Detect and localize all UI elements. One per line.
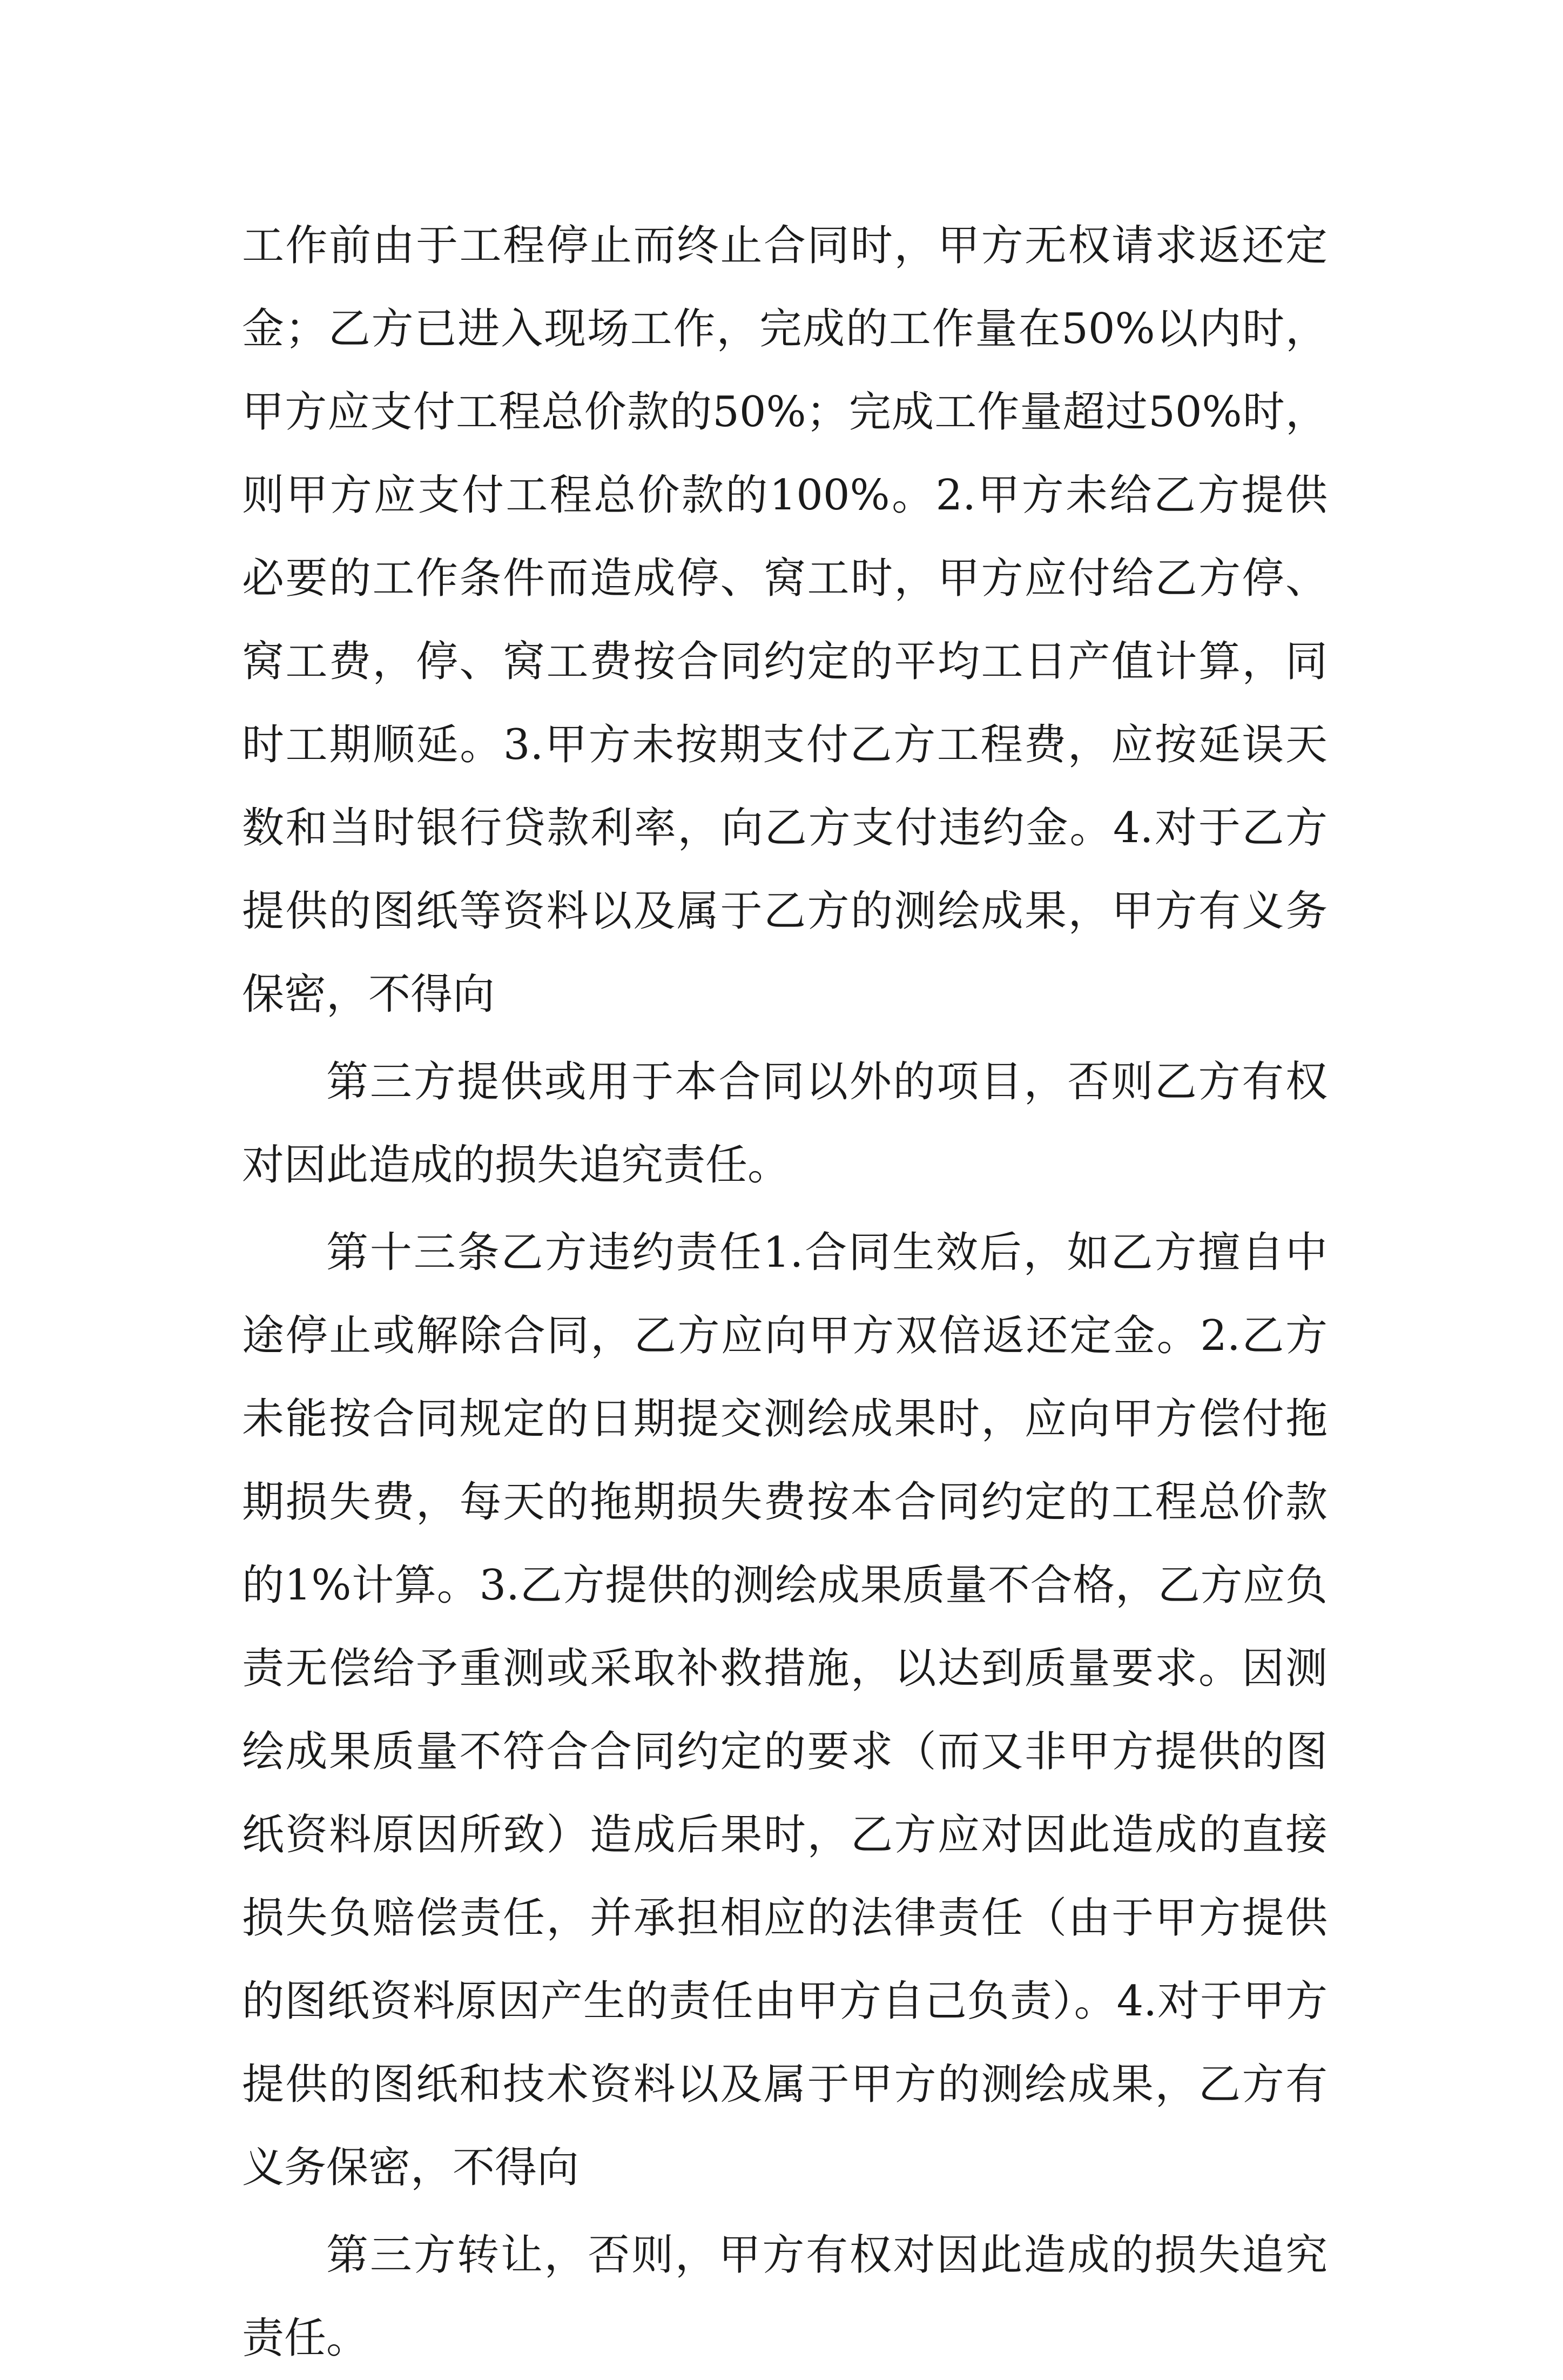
paragraph-party-b-confidentiality-continued: 第三方转让，否则，甲方有权对因此造成的损失追究责任。 [242,2231,1328,2363]
paragraph-article-13-party-b-liability: 第十三条乙方违约责任1.合同生效后，如乙方擅自中途停止或解除合同，乙方应向甲方双倍返还定金。2.乙方未能按合同规定的日期提交测绘成果时，应向甲方偿付拖期损失费，每天的拖期损失费按本合同约定的工程总价款的1%计算。3.乙方提供的测绘成果质量不合格，乙方应负责无偿给予重测或采取补救措施，以达到质量要求。因测绘成果质量不符合合同约定的要求（而又非甲方提供的图纸资料原因所致）造成后果时，乙方应对因此造成的直接损失负赔偿责任，并承担相应的法律责任（由于甲方提供的图纸资料原因产生的责任由甲方自己负责）。4.对于甲方提供的图纸和技术资料以及属于甲方的测绘成果，乙方有义务保密，不得向 [242,1228,1328,2192]
document-body [242,204,1328,2380]
paragraph-party-a-liability-continued: 工作前由于工程停止而终止合同时，甲方无权请求返还定金；乙方已进入现场工作，完成的工作量在50%以内时，甲方应支付工程总价款的50%；完成工作量超过50%时，则甲方应支付工程总价款的100%。2.甲方未给乙方提供必要的工作条件而造成停、窝工时，甲方应付给乙方停、窝工费，停、窝工费按合同约定的平均工日产值计算，同时工期顺延。3.甲方未按期支付乙方工程费，应按延误天数和当时银行贷款利率，向乙方支付违约金。4.对于乙方提供的图纸等资料以及属于乙方的测绘成果，甲方有义务保密，不得向 [242,221,1328,1019]
paragraph-party-a-confidentiality-continued: 第三方提供或用于本合同以外的项目，否则乙方有权对因此造成的损失追究责任。 [242,1058,1328,1189]
